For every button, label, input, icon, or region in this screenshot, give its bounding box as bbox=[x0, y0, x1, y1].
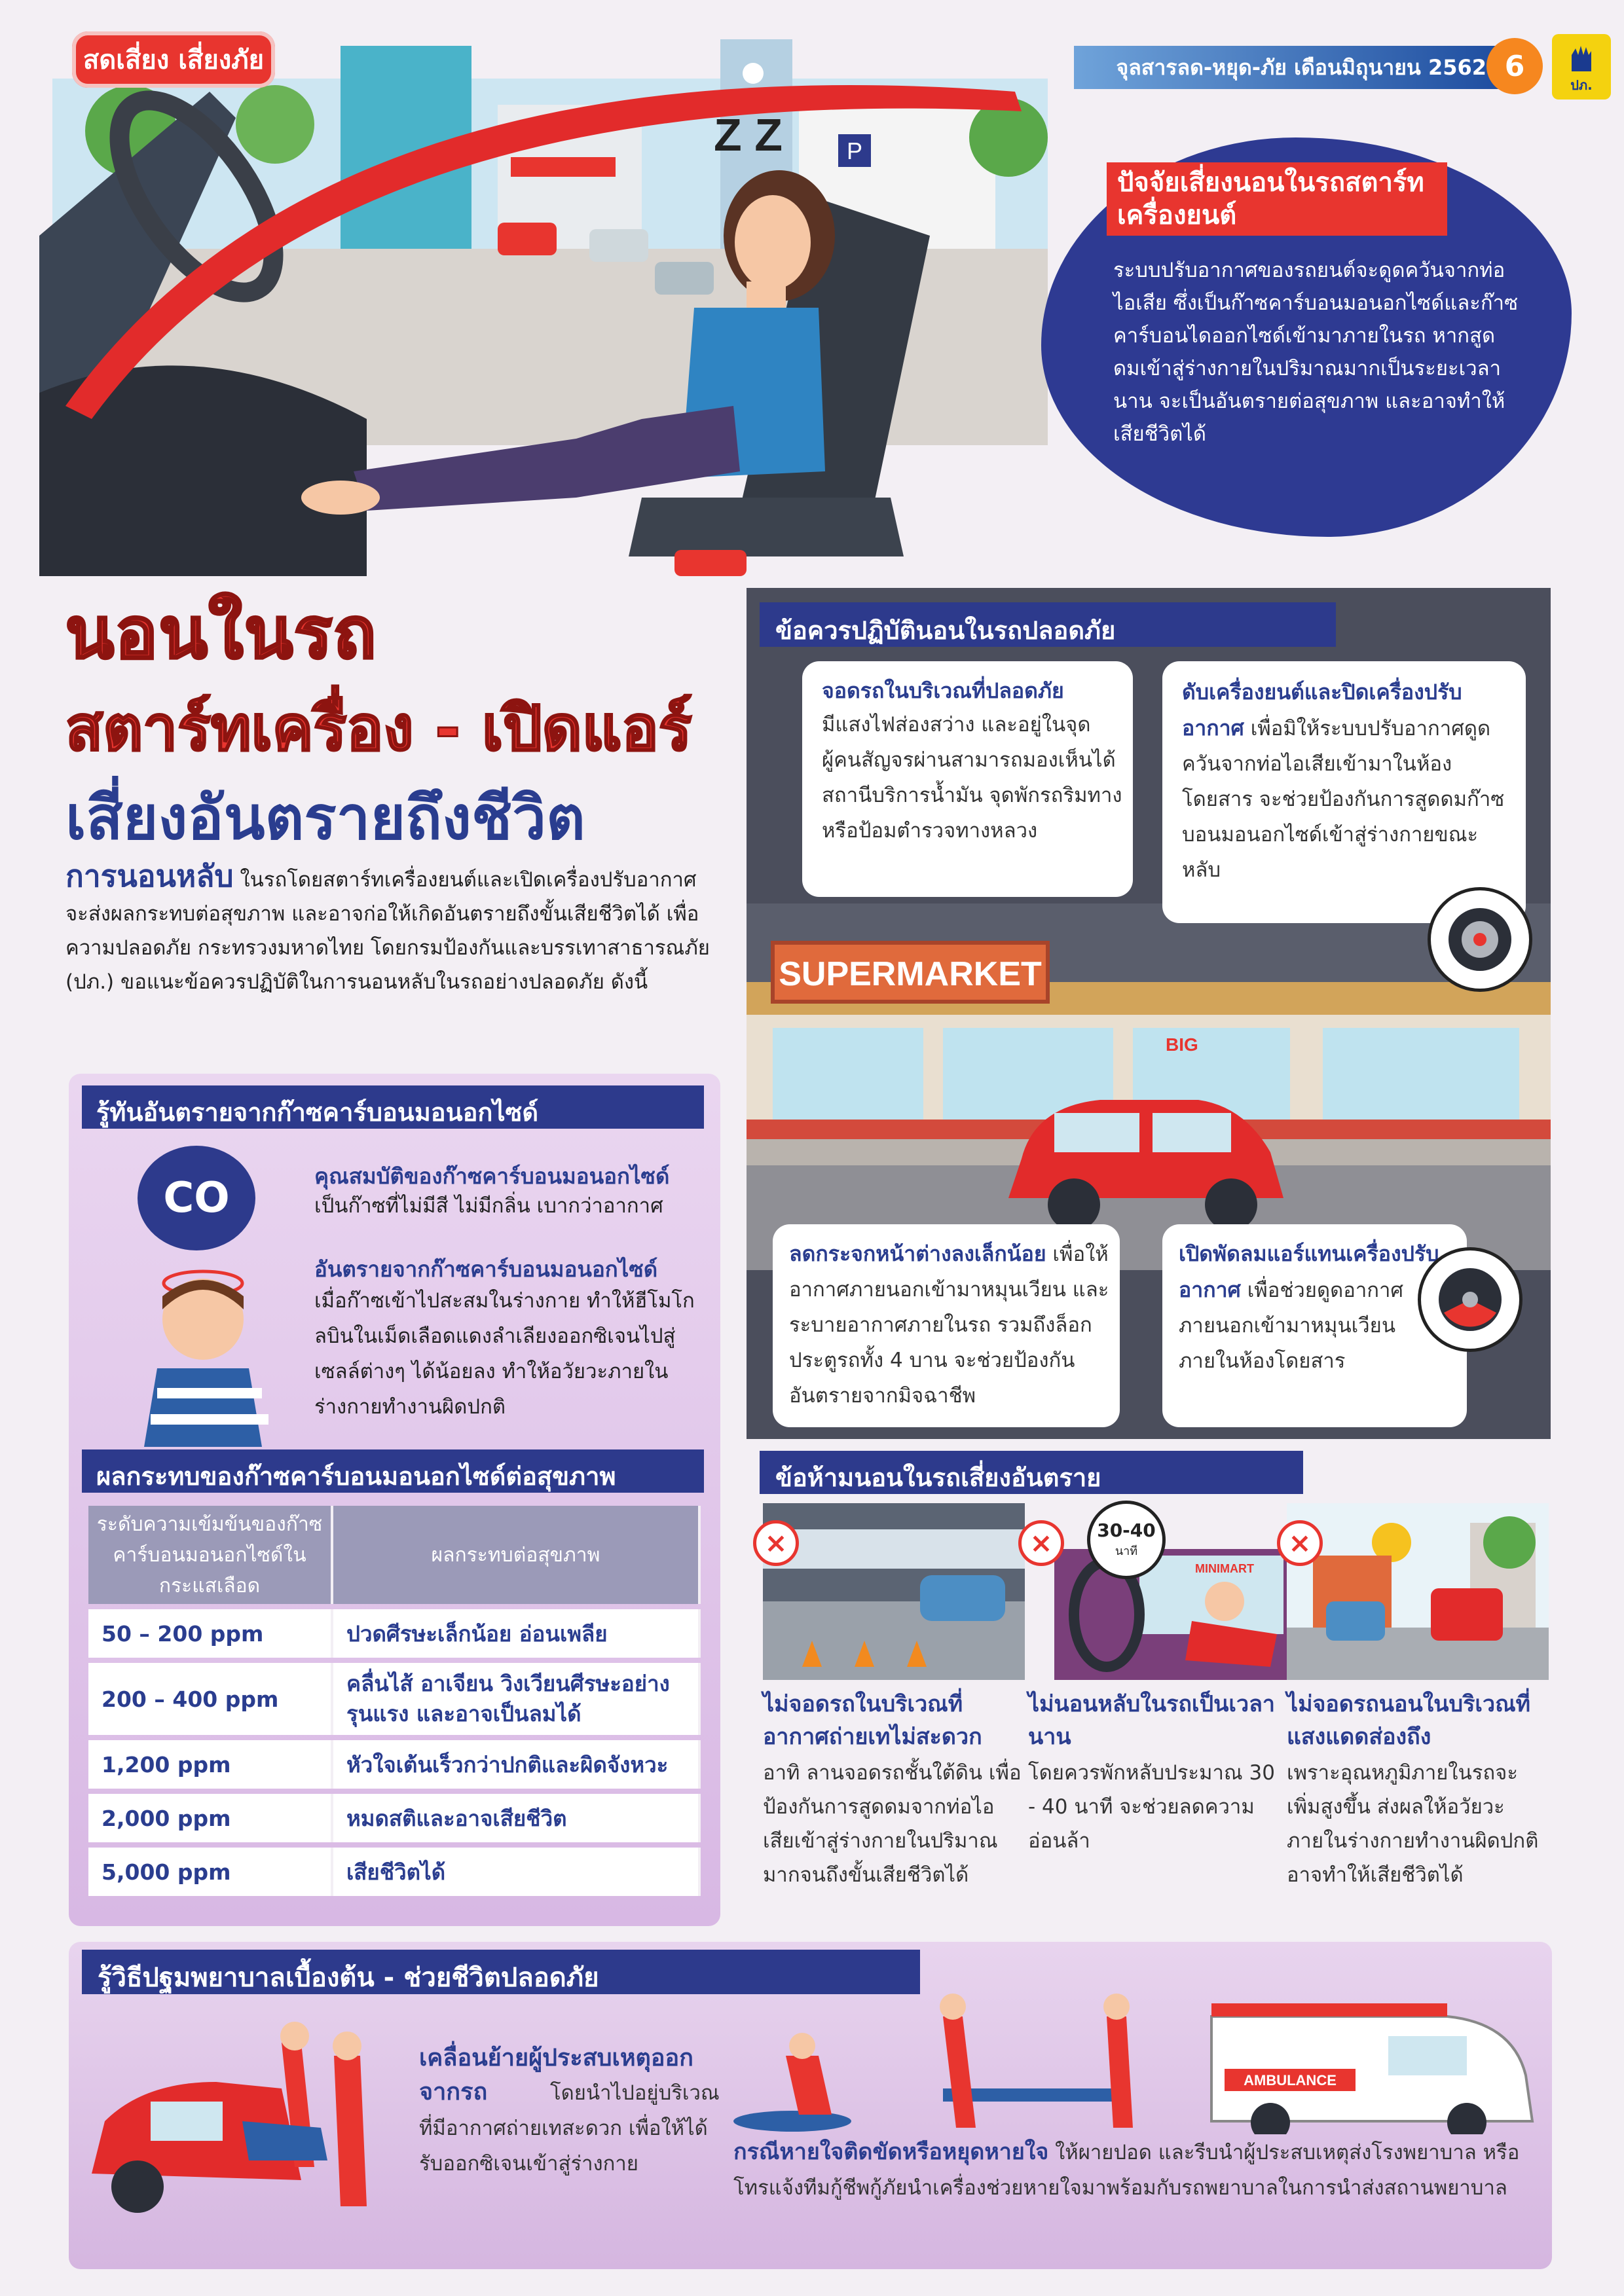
time-badge-unit: นาที bbox=[1115, 1544, 1138, 1558]
tip-lower-window-title: ลดกระจกหน้าต่างลงเล็กน้อย bbox=[789, 1241, 1046, 1266]
prohibit-long-sleep-title: ไม่นอนหลับในรถเป็นเวลานาน bbox=[1028, 1691, 1276, 1750]
headline-line3: เสี่ยงอันตรายถึงชีวิต bbox=[65, 783, 585, 853]
prohibit-sunlight-title: ไม่จอดรถนอนในบริเวณที่แสงแดดส่องถึง bbox=[1287, 1691, 1531, 1750]
prohibit-long-sleep-body: โดยควรพักหลับประมาณ 30 - 40 นาที จะช่วยลดความอ่อนล้า bbox=[1028, 1761, 1275, 1853]
logo-text: ปภ. bbox=[1570, 77, 1593, 93]
effect-cell: เสียชีวิตได้ bbox=[333, 1848, 701, 1896]
tip-fan-mode-text bbox=[1179, 1236, 1454, 1379]
ppm-cell: 2,000 ppm bbox=[88, 1794, 333, 1842]
first-aid-heading: รู้วิธีปฐมพยาบาลเบื้องต้น - ช่วยชีวิตปลอดภัย bbox=[82, 1950, 920, 1994]
prohibit-underground-body: อาทิ ลานจอดรถชั้นใต้ดิน เพื่อป้องกันการสูดดมจากท่อไอเสียเข้าสู่ร่างกายในปริมาณมากจนถึงขั้นเสียชีวิตได้ bbox=[763, 1761, 1022, 1887]
tip-engine-off-body: เพื่อมิให้ระบบปรับอากาศดูดควันจากท่อไอเสียเข้ามาในห้องโดยสาร จะช่วยป้องกันการสูดดมก๊าซบอนมอนอกไซด์เข้าสู่ร่างกายขณะหลับ bbox=[1182, 717, 1505, 882]
agency-logo bbox=[1552, 34, 1611, 100]
tip-engine-off-title: ดับเครื่องยนต์และปิดเครื่องปรับอากาศ bbox=[1182, 680, 1462, 740]
tip-safe-parking-body: มีแสงไฟส่องสว่าง และอยู่ในจุดผู้คนสัญจรผ่านสามารถมองเห็นได้ สถานีบริการน้ำมัน จุดพักรถริมทาง หรือป้อมตำรวจทางหลวง bbox=[822, 713, 1122, 843]
practice-heading: ข้อควรปฏิบัตินอนในรถปลอดภัย bbox=[760, 602, 1336, 647]
col-health-effect: ผลกระทบต่อสุขภาพ bbox=[333, 1506, 701, 1604]
effect-cell: ปวดศีรษะเล็กน้อย อ่อนเพลีย bbox=[333, 1609, 701, 1658]
prohibit-icon: × bbox=[1018, 1520, 1064, 1566]
sleep-marks: Z Z bbox=[714, 109, 783, 160]
cpr-ambulance-illustration bbox=[727, 1977, 1539, 2134]
risk-factor-body: ระบบปรับอากาศของรถยนต์จะดูดควันจากท่อไอเสีย ซึ่งเป็นก๊าซคาร์บอนมอนอกไซด์และก๊าซคาร์บอนไดออกไซด์เข้ามาภายในรถ หากสูดดมเข้าสู่ร่างกายในปริมาณมากเป็นระยะเวลานาน จะเป็นอันตรายต่อสุขภาพ และอาจทำให้เสียชีวิตได้ bbox=[1113, 259, 1519, 446]
time-badge-value: 30-40 bbox=[1097, 1520, 1156, 1541]
table-row bbox=[88, 1794, 701, 1842]
headline-line1: นอนในรถ bbox=[65, 592, 378, 674]
ppm-cell: 200 – 400 ppm bbox=[88, 1663, 333, 1735]
rescue-car-illustration bbox=[85, 2016, 413, 2226]
prohibition-heading: ข้อห้ามนอนในรถเสี่ยงอันตราย bbox=[760, 1451, 1303, 1494]
first-aid-move-body: โดยนำไปอยู่บริเวณที่มีอากาศถ่ายเทสะดวก เพื่อให้ได้รับออกซิเจนเข้าสู่ร่างกาย bbox=[419, 2081, 720, 2176]
risk-factor-title: ปัจจัยเสี่ยงนอนในรถสตาร์ทเครื่องยนต์ bbox=[1107, 162, 1447, 236]
table-row bbox=[88, 1609, 701, 1658]
shop-sign: BIG bbox=[1166, 1034, 1198, 1055]
effects-table-header bbox=[88, 1506, 701, 1604]
dizzy-boy-icon bbox=[131, 1257, 275, 1447]
co-danger-title: อันตรายจากก๊าซคาร์บอนมอนอกไซด์ bbox=[314, 1256, 658, 1282]
intro-paragraph bbox=[65, 859, 720, 999]
supermarket-scene bbox=[747, 903, 1551, 1270]
ppm-cell: 5,000 ppm bbox=[88, 1848, 333, 1896]
prohibit-sunlight-body: เพราะอุณหภูมิภายในรถจะเพิ่มสูงขึ้น ส่งผลให้อวัยวะภายในร่างกายทำงานผิดปกติ อาจทำให้เสียชีวิตได้ bbox=[1287, 1761, 1539, 1887]
hand-emblem-icon bbox=[1565, 42, 1598, 75]
co-cloud: CO bbox=[138, 1146, 255, 1250]
dizzy-boy-illustration bbox=[131, 1257, 275, 1447]
supermarket-sign: SUPERMARKET bbox=[779, 955, 1042, 993]
first-aid-cpr-body: ให้ผายปอด และรีบนำผู้ประสบเหตุส่งโรงพยาบาล หรือโทรแจ้งทีมกู้ชีพกู้ภัยนำเครื่องช่วยหายใจมาพร้อมกับรถพยาบาลในการนำส่งสถานพยาบาล bbox=[733, 2141, 1520, 2200]
intro-lead: การนอนหลับ bbox=[65, 858, 234, 894]
table-row bbox=[88, 1848, 701, 1896]
prohibit-sunlight-image bbox=[1287, 1503, 1549, 1680]
engine-button-icon bbox=[1428, 887, 1532, 992]
ambulance-label: AMBULANCE bbox=[1244, 2072, 1337, 2088]
effect-cell: หัวใจเต้นเร็วกว่าปกติและผิดจังหวะ bbox=[333, 1740, 701, 1789]
prohibit-underground-image bbox=[763, 1503, 1025, 1680]
col-concentration: ระดับความเข้มข้นของก๊าซคาร์บอนมอนอกไซด์ในกระแสเลือด bbox=[88, 1506, 333, 1604]
prohibit-icon: × bbox=[1277, 1520, 1323, 1566]
co-section-heading: รู้ทันอันตรายจากก๊าซคาร์บอนมอนอกไซด์ bbox=[82, 1085, 704, 1129]
section-tag: สดเสี่ยง เสี่ยงภัย bbox=[72, 31, 275, 88]
supermarket-scene-svg bbox=[747, 903, 1551, 1270]
fan-dial-icon bbox=[1418, 1247, 1522, 1352]
first-aid-cpr-title: กรณีหายใจติดขัดหรือหยุดหายใจ bbox=[733, 2139, 1049, 2165]
tip-fan-mode-body: เพื่อช่วยดูดอากาศภายนอกเข้ามาหมุนเวียนภายในห้องโดยสาร bbox=[1179, 1279, 1404, 1373]
tip-safe-parking-title: จอดรถในบริเวณที่ปลอดภัย bbox=[822, 678, 1064, 703]
effects-table bbox=[88, 1501, 701, 1901]
tip-fan-mode-title: เปิดพัดลมแอร์แทนเครื่องปรับอากาศ bbox=[1179, 1241, 1439, 1302]
prohibit-underground-title: ไม่จอดรถในบริเวณที่อากาศถ่ายเทไม่สะดวก bbox=[763, 1691, 982, 1750]
page-number: 6 bbox=[1486, 38, 1543, 94]
first-aid-move-title: เคลื่อนย้ายผู้ประสบเหตุออกจากรถ bbox=[419, 2045, 693, 2105]
ppm-cell: 1,200 ppm bbox=[88, 1740, 333, 1789]
time-badge bbox=[1087, 1501, 1166, 1579]
co-danger-body: เมื่อก๊าซเข้าไปสะสมในร่างกาย ทำให้ฮีโมโกลบินในเม็ดเลือดแดงลำเลียงออกซิเจนไปสู่เซลล์ต่างๆ ได้น้อยลง ทำให้อวัยวะภายในร่างกายทำงานผิดปกติ bbox=[314, 1289, 695, 1419]
headline-line2: สตาร์ทเครื่อง - เปิดแอร์ bbox=[65, 693, 692, 765]
co-property-title: คุณสมบัติของก๊าซคาร์บอนมอนอกไซด์ bbox=[314, 1163, 670, 1189]
table-row bbox=[88, 1663, 701, 1735]
effects-heading: ผลกระทบของก๊าซคาร์บอนมอนอกไซด์ต่อสุขภาพ bbox=[82, 1449, 704, 1493]
tip-engine-off-text bbox=[1182, 674, 1509, 888]
minimart-sign: MINIMART bbox=[1195, 1562, 1254, 1575]
tip-lower-window-body: เพื่อให้อากาศภายนอกเข้ามาหมุนเวียน และระบายอากาศภายในรถ รวมถึงล็อกประตูรถทั้ง 4 บาน จะช่วยป้องกันอันตรายจากมิจฉาชีพ bbox=[789, 1243, 1109, 1408]
tip-lower-window-text bbox=[789, 1236, 1110, 1413]
issue-banner: จุลสารลด-หยุด-ภัย เดือนมิถุนายน 2562 bbox=[1074, 46, 1500, 89]
intro-body: ในรถโดยสตาร์ทเครื่องยนต์และเปิดเครื่องปรับอากาศ จะส่งผลกระทบต่อสุขภาพ และอาจก่อให้เกิดอันตรายถึงขั้นเสียชีวิตได้ เพื่อความปลอดภัย กระทรวงมหาดไทย โดยกรมป้องกันและบรรเทาสาธารณภัย (ปภ.) ขอแนะข้อควรปฏิบัติในการนอนหลับในรถอย่างปลอดภัย ดังนี้ bbox=[65, 868, 710, 994]
co-property-body: เป็นก๊าซที่ไม่มีสี ไม่มีกลิ่น เบากว่าอากาศ bbox=[314, 1194, 663, 1218]
effect-cell: หมดสติและอาจเสียชีวิต bbox=[333, 1794, 701, 1842]
effect-cell: คลื่นไส้ อาเจียน วิงเวียนศีรษะอย่างรุนแรง และอาจเป็นลมได้ bbox=[333, 1663, 701, 1735]
first-aid-cpr-text bbox=[733, 2134, 1526, 2206]
table-row bbox=[88, 1740, 701, 1789]
prohibit-icon: × bbox=[753, 1520, 799, 1566]
ppm-cell: 50 – 200 ppm bbox=[88, 1609, 333, 1658]
parking-sign: P bbox=[846, 137, 863, 164]
